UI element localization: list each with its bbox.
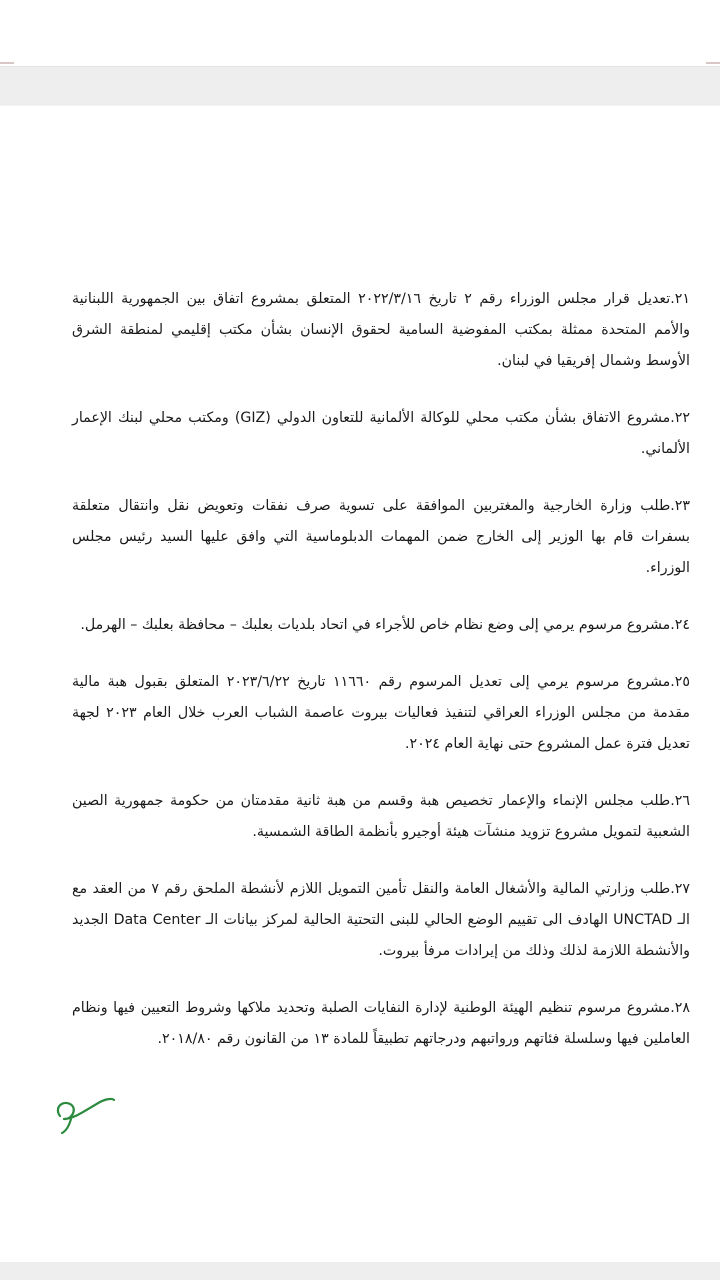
item-text: مشروع مرسوم يرمي إلى تعديل المرسوم رقم ١١٦٦٠ تاريخ ٢٠٢٣/٦/٢٢ المتعلق بقبول هبة مالية مقدمة من مجلس الوزراء العراقي لتنفيذ فعاليات بيروت عاصمة الشباب العرب خلال العام ٢٠٢٣ لجهة تعديل فترة عمل المشروع حتى نهاية العام ٢٠٢٤. [72, 674, 691, 752]
agenda-item-21 [72, 284, 690, 377]
item-number: ٢٥. [670, 674, 691, 690]
item-text: طلب وزارة الخارجية والمغتربين الموافقة على تسوية صرف نفقات وتعويض نقل وانتقال متعلقة بسفرات قام بها الوزير إلى الخارج ضمن المهمات الدبلوماسية التي وافق عليها السيد رئيس مجلس الوزراء. [72, 498, 690, 576]
item-number: ٢٦. [670, 793, 690, 809]
agenda-item-26 [72, 786, 690, 848]
document-page [0, 106, 720, 1262]
page-edge-mark [706, 62, 720, 64]
item-text: مشروع مرسوم يرمي إلى وضع نظام خاص للأجراء في اتحاد بلديات بعلبك – محافظة بعلبك – الهرمل. [80, 617, 671, 633]
agenda-item-23 [72, 491, 690, 584]
item-text: طلب وزارتي المالية والأشغال العامة والنقل تأمين التمويل اللازم لأنشطة الملحق رقم ٧ من العقد مع الـ UNCTAD الهادف الى تقييم الوضع الحالي للبنى التحتية الحالية لمركز بيانات الـ Data Center الجديد والأنشطة اللازمة لذلك وذلك من إيرادات مرفأ بيروت. [72, 881, 690, 959]
page-edge-mark [0, 62, 14, 64]
item-number: ٢٣. [670, 498, 690, 514]
agenda-list [72, 284, 690, 1081]
agenda-item-28 [72, 993, 690, 1055]
item-text: مشروع مرسوم تنظيم الهيئة الوطنية لإدارة النفايات الصلبة وتحديد ملاكها وشروط التعيين فيها ونظام العاملين فيها وسلسلة فئاتهم ورواتبهم ودرجاتهم تطبيقاً للمادة ١٣ من القانون رقم ٢٠١٨/٨٠. [72, 1000, 690, 1047]
page-gap [0, 67, 720, 105]
item-number: ٢١. [670, 291, 690, 307]
item-text: تعديل قرار مجلس الوزراء رقم ٢ تاريخ ٢٠٢٢/٣/١٦ المتعلق بمشروع اتفاق بين الجمهورية اللبنانية والأمم المتحدة ممثلة بمكتب المفوضية السامية لحقوق الإنسان بشأن مكتب إقليمي لمنطقة الشرق الأوسط وشمال إفريقيا في لبنان. [72, 291, 690, 369]
item-number: ٢٢. [670, 410, 690, 426]
agenda-item-25 [72, 667, 690, 760]
item-text: مشروع الاتفاق بشأن مكتب محلي للوكالة الألمانية للتعاون الدولي (GIZ) ومكتب محلي لبنك الإعمار الألماني. [72, 410, 690, 457]
handwritten-initial-signature [52, 1086, 116, 1136]
agenda-item-24 [72, 610, 690, 641]
item-text: طلب مجلس الإنماء والإعمار تخصيص هبة وقسم من هبة ثانية مقدمتان من حكومة جمهورية الصين الشعبية لتمويل مشروع تزويد منشآت هيئة أوجيرو بأنظمة الطاقة الشمسية. [72, 793, 690, 840]
item-number: ٢٨. [670, 1000, 690, 1016]
agenda-item-22 [72, 403, 690, 465]
item-number: ٢٧. [670, 881, 690, 897]
page-gap [0, 1262, 720, 1280]
agenda-item-27 [72, 874, 690, 967]
previous-page-edge [0, 0, 720, 67]
item-number: ٢٤. [670, 617, 690, 633]
